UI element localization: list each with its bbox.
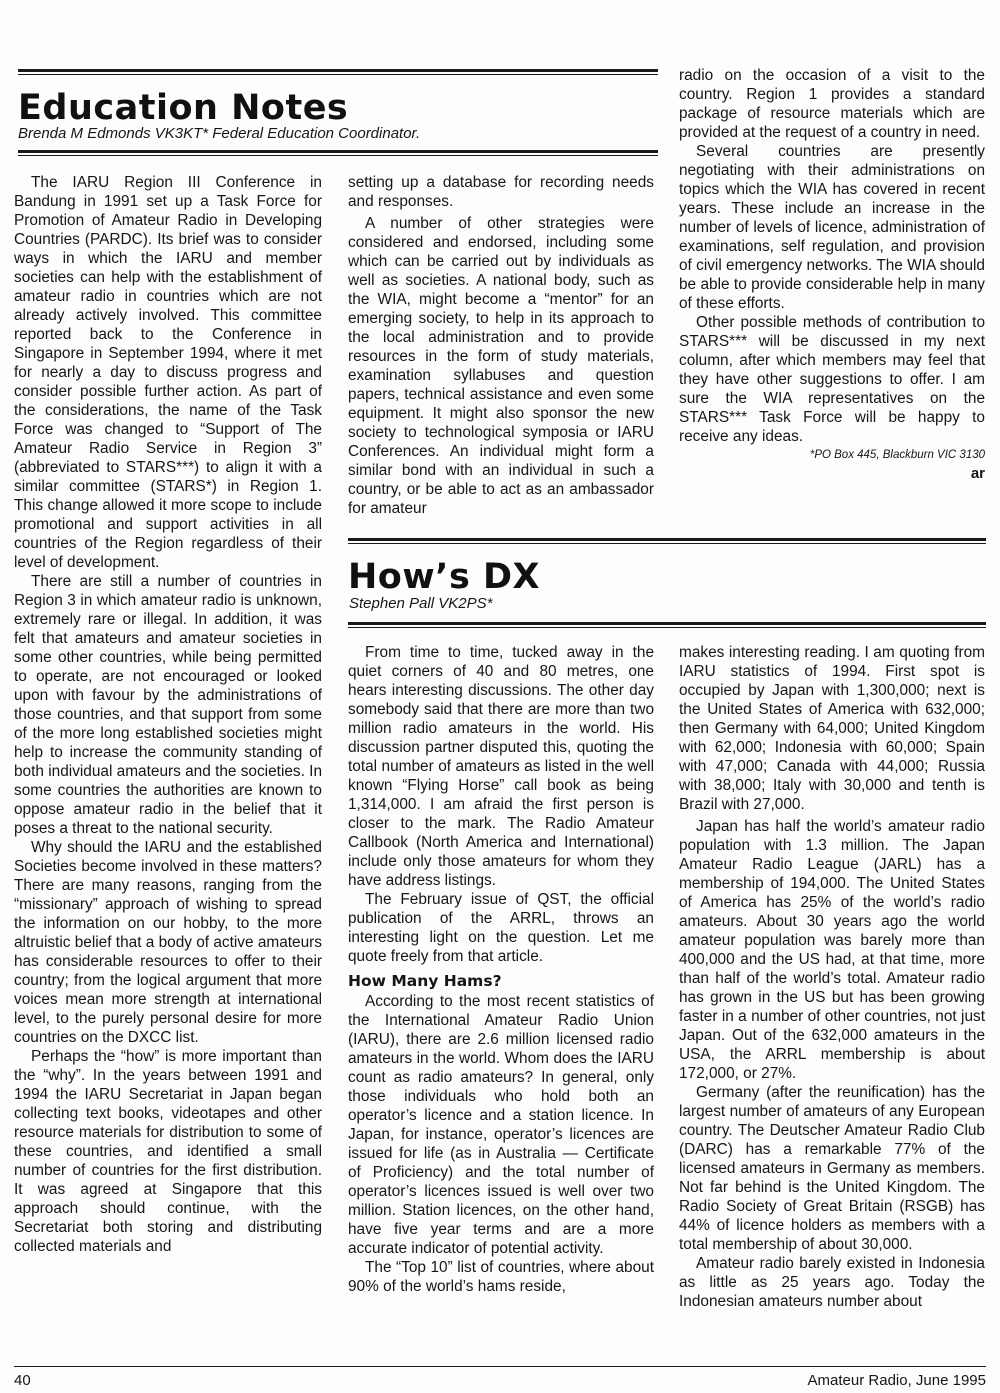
dx-column-3	[679, 643, 985, 1311]
author-address: *PO Box 445, Blackburn VIC 3130	[809, 449, 985, 461]
dx-title-rule	[348, 538, 986, 544]
paragraph: The February issue of QST, the official publication of the ARRL, throws an interesting light on the question. Let me quote freely from that article.	[348, 891, 654, 965]
education-byline: Brenda M Edmonds VK3KT* Federal Education Coordinator.	[18, 125, 421, 142]
section-subhead: How Many Hams?	[348, 972, 502, 990]
education-title: Education Notes	[18, 88, 349, 128]
paragraph: makes interesting reading. I am quoting from IARU statistics of 1994. First spot is occupied by Japan with 1,300,000; next is the United States of America with 632,000; then Germany with 64,000; United Kingdom with 62,000; Indonesia with 60,000; Spain with 47,000; Canada with 44,000; Russia with 38,000; Italy with 30,000 and tenth is Brazil with 27,000.	[679, 644, 985, 813]
footer-rule	[14, 1366, 986, 1367]
education-title-rule	[18, 69, 658, 75]
dx-byline-rule	[348, 622, 986, 628]
paragraph: Germany (after the reunification) has the largest number of amateurs of any European country. The Deutscher Amateur Radio Club (DARC) has a remarkable 77% of the licensed amateurs in Germany as members. Not far behind is the United Kingdom. The Radio Society of Great Britain (RSGB) has 44% of licence holders as members with a total membership of about 30,000.	[679, 1084, 985, 1253]
paragraph: Amateur radio barely existed in Indonesia as little as 25 years ago. Today the Indonesian amateurs number about	[679, 1255, 985, 1310]
dx-column-2	[348, 643, 654, 1296]
dx-title: How’s DX	[348, 557, 541, 597]
end-mark: ar	[970, 465, 985, 482]
education-column-3	[679, 66, 985, 483]
paragraph: Why should the IARU and the established Societies become involved in these matters? There are many reasons, ranging from the “missionary” approach of wishing to spread the information on our hobby, to the more altruistic belief that a body of active amateurs has considerable resources to offer to their country; from the logical argument that more voices mean more strength at international level, to the purely personal desire for more countries on the DXCC list.	[14, 839, 322, 1046]
dx-byline: Stephen Pall VK2PS*	[349, 595, 493, 612]
education-column-2	[348, 173, 654, 518]
paragraph: There are still a number of countries in Region 3 in which amateur radio is unknown, extremely rare or illegal. In addition, it was felt that amateurs and amateur societies in some other countries, while being permitted to operate, are not encouraged or looked upon with favour by the administrations of those countries, and that support from some of the more long established societies might help to increase the community standing of both individual amateurs and the societies. In some countries the authorities are known to oppose amateur radio in the belief that it poses a threat to the national security.	[14, 573, 323, 837]
page-number: 40	[14, 1372, 31, 1389]
paragraph: According to the most recent statistics of the International Amateur Radio Union (IARU), there are 2.6 million licensed radio amateurs in the world. Whom does the IARU count as radio amateurs? In general, only those individuals who hold both an operator’s licence and a station licence. In Japan, for instance, operator’s licences are issued for life (as in Australia — Certificate of Proficiency) and the total number of operator’s licences issued is well over two million. Station licences, on the other hand, have five year terms and are a more accurate indicator of potential activity.	[348, 993, 654, 1257]
publication-name: Amateur Radio, June 1995	[807, 1372, 986, 1389]
paragraph: setting up a database for recording needs and responses.	[348, 174, 654, 210]
paragraph: Perhaps the “how” is more important than the “why”. In the years between 1991 and 1994 the IARU Secretariat in Japan began collecting text books, videotapes and other resource materials for distribution to some of these countries, and identified a small number of countries for the first distribution. It was agreed at Singapore that this approach should continue, with the Secretariat both storing and distributing collected materials and	[14, 1048, 322, 1255]
paragraph: Other possible methods of contribution to STARS*** will be discussed in my next column, after which members may feel that they have other suggestions to offer. I am sure the WIA representatives on the STARS*** Task Force will be happy to receive any ideas.	[679, 314, 985, 445]
paragraph: The IARU Region III Conference in Bandung in 1991 set up a Task Force for Promotion of Amateur Radio in Developing Countries (PARDC). Its brief was to consider ways in which the IARU and member societies can help with the establishment of amateur radio in countries which are not already actively involved. This committee reported back to the Conference in Singapore in September 1994, where it met for nearly a day to discuss progress and consider possible further action. As part of the considerations, the name of the Task Force was changed to “Support of The Amateur Radio Service in Region 3” (abbreviated to STARS***) to align it with a similar committee (STARS*) in Region 1. This change allowed it more scope to include promotional and support activities in all countries of the Region regardless of their level of development.	[14, 174, 322, 571]
paragraph: A number of other strategies were considered and endorsed, including some which can be carried out by individuals as well as societies. A national body, such as the WIA, might become a “mentor” for an emerging society, to help in its approach to the local administration and to provide resources in the form of study materials, examination syllabuses and question papers, technical assistance and even some equipment. It might also sponsor the new society to technological symposia or IARU Conferences. An individual might form a similar bond with an individual in such a country, or be able to act as an ambassador for amateur	[348, 215, 654, 517]
education-column-1	[14, 173, 322, 1256]
paragraph: Several countries are presently negotiating with their administrations on topics which the WIA has covered in recent years. These include an increase in the number of levels of licence, administration of examinations, self regulation, and provision of civil emergency networks. The WIA should be able to provide considerable help in many of these efforts.	[679, 143, 985, 312]
paragraph: The “Top 10” list of countries, where about 90% of the world’s hams reside,	[348, 1259, 654, 1295]
paragraph: From time to time, tucked away in the quiet corners of 40 and 80 metres, one hears interesting discussions. The other day somebody said that there are more than two million radio amateurs in the world. His discussion partner disputed this, quoting the total number of amateurs as listed in the well known “Flying Horse” call book as being 1,314,000. I am afraid the first person is closer to the mark. The Radio Amateur Callbook (North America and International) include only those amateurs for whom they have address listings.	[348, 644, 654, 889]
paragraph: Japan has half the world’s amateur radio population with 1.3 million. The Japan Amateur Radio League (JARL) has a membership of 194,000. The United States of America has 25% of the world’s radio amateurs. About 30 years ago the world amateur population was barely more than 400,000 and the US had, at that time, more than half of the world’s total. Amateur radio has grown in the US but has been growing faster in a number of other countries, not just Japan. Out of the 632,000 amateurs in the USA, the ARRL membership is about 172,000, or 27%.	[679, 818, 985, 1082]
paragraph: radio on the occasion of a visit to the country. Region 1 provides a standard package of resource materials which are provided at the request of a country in need.	[679, 67, 985, 141]
education-byline-rule	[18, 150, 658, 156]
